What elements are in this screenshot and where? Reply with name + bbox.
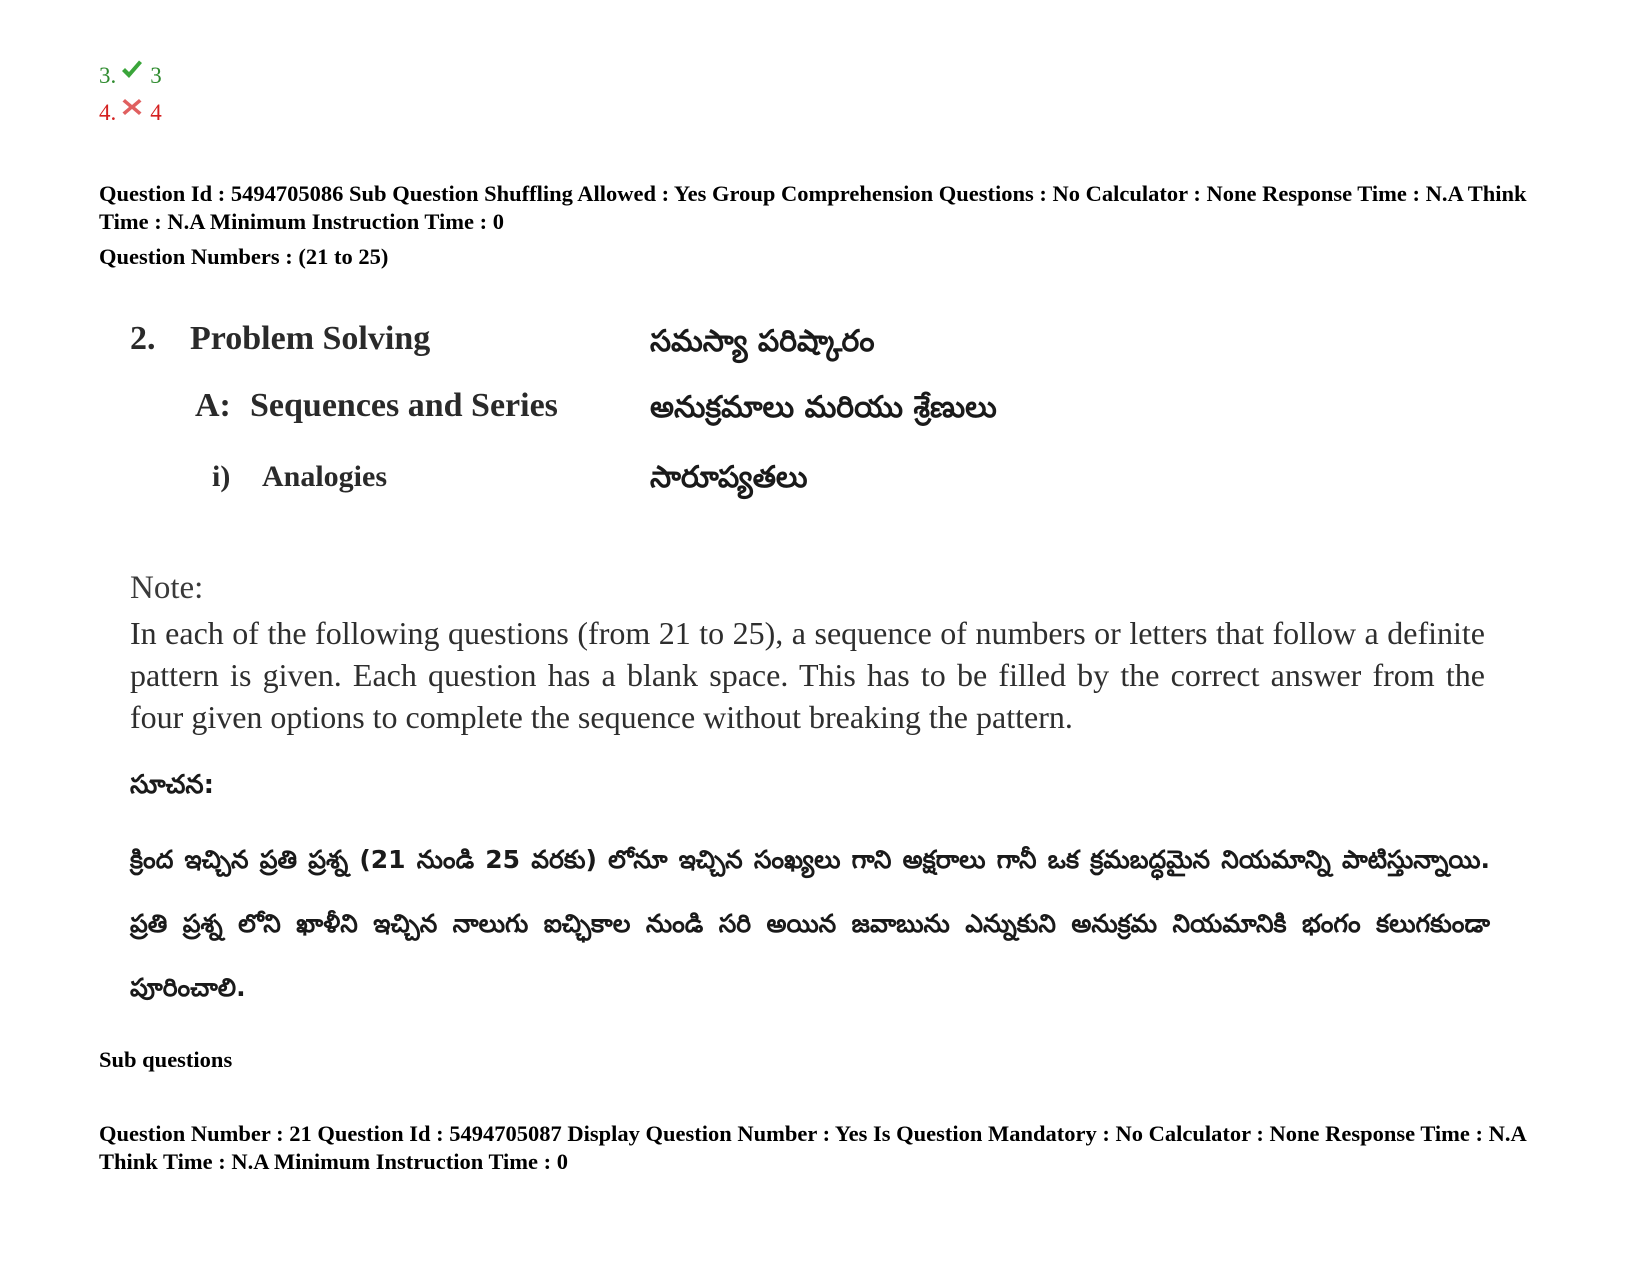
question-numbers: Question Numbers : (21 to 25) [99,244,389,269]
item-title: Analogies [262,460,388,493]
option-number: 3. [99,63,117,88]
question-metadata: Question Id : 5494705086 Sub Question Shuffling Allowed : Yes Group Comprehension Questions : No Calculator : None Response Time : N.A Think Time : N.A Minimum Instruction Time : 0 [99,181,1527,234]
note-label-telugu: సూచన: [130,770,215,800]
passage-image [120,300,1490,1010]
sub-question-metadata: Question Number : 21 Question Id : 5494705087 Display Question Number : Yes Is Question Mandatory : No Calculator : None Response Time : N.A Think Time : N.A Minimum Instruction Time : 0 [99,1121,1526,1174]
option-value: 3 [150,63,162,88]
note-label: Note: [130,570,204,606]
option-value: 4 [150,100,162,125]
note-text-telugu: క్రింద ఇచ్చిన ప్రతి ప్రశ్న (21 నుండి 25 వరకు) లోనూ ఇచ్చిన సంఖ్యలు గాని అక్షరాలు గానీ ఒక క్రమబద్ధమైన నియమాన్ని పాటిస్తున్నాయి. ప్రతి ప్రశ్న లోని ఖాళీని ఇచ్చిన నాలుగు ఐచ్ఛికాల నుండి సరి అయిన జవాబును ఎన్నుకుని అనుక్రమ నియమానికి భంగం కలుగకుండా పూరించాలి. [130,845,1490,1002]
subsection-title: Sequences and Series [250,387,558,424]
subsection-title-telugu: అనుక్రమాలు మరియు శ్రేణులు [650,390,997,425]
option-4 [99,100,162,126]
sub-questions-heading: Sub questions [99,1047,233,1072]
section-title-telugu: సమస్యా పరిష్కారం [650,324,875,359]
option-3 [99,63,162,89]
section-number: 2. [130,320,156,357]
check-icon [120,59,144,81]
section-title: Problem Solving [190,320,431,357]
item-label: i) [212,460,231,493]
note-text: In each of the following questions (from 21 to 25), a sequence of numbers or letters that follow a definite pattern is given. Each question has a blank space. This has to be filled by the correct answer from the four given options to complete the sequence without breaking the pattern. [130,615,1485,735]
subsection-label: A: [195,387,231,424]
option-number: 4. [99,100,117,125]
cross-icon [120,96,144,118]
item-title-telugu: సారూప్యతలు [650,460,808,495]
